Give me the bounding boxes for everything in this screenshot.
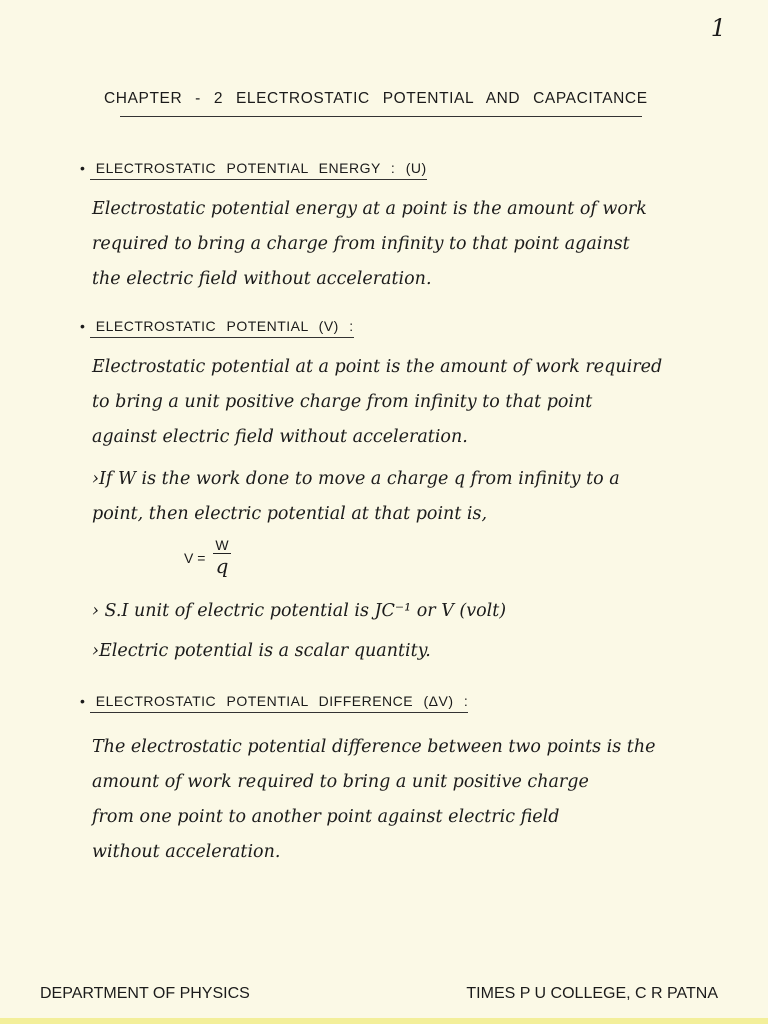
text-line: amount of work required to bring a unit positive charge	[92, 772, 589, 792]
heading-potential-difference	[80, 693, 468, 713]
heading-text: • ELECTROSTATIC POTENTIAL (V) :	[80, 318, 354, 334]
heading-underline	[90, 337, 354, 338]
text-line: from one point to another point against electric field	[92, 807, 560, 827]
text-line: required to bring a charge from infinity to that point against	[92, 234, 630, 254]
footer-college: TIMES P U COLLEGE, C R PATNA	[466, 985, 718, 1002]
paragraph-potential-energy	[92, 192, 712, 297]
heading-potential-energy	[80, 160, 427, 180]
bullet-work-done	[92, 462, 712, 532]
text-line: to bring a unit positive charge from infinity to that point	[92, 392, 593, 412]
page-edge	[0, 1018, 768, 1024]
paragraph-potential-difference	[92, 730, 712, 870]
footer-department: DEPARTMENT OF PHYSICS	[40, 985, 250, 1002]
heading-text: • ELECTROSTATIC POTENTIAL DIFFERENCE (ΔV) :	[80, 693, 469, 709]
text-line: point, then electric potential at that point is,	[92, 504, 488, 524]
title-underline	[120, 116, 642, 117]
text-line: without acceleration.	[92, 842, 281, 862]
text-line: Electrostatic potential at a point is the amount of work required	[92, 357, 663, 377]
formula-potential	[184, 537, 231, 578]
bullet-si-unit: › S.I unit of electric potential is JC⁻¹ or V (volt)	[92, 601, 507, 621]
paragraph-potential	[92, 350, 712, 455]
bullet-scalar: ›Electric potential is a scalar quantity.	[92, 641, 431, 661]
formula-lhs: V =	[184, 549, 206, 566]
fraction	[213, 537, 230, 578]
fraction-numerator: W	[215, 537, 229, 553]
text-line: The electrostatic potential difference between two points is the	[92, 737, 656, 757]
heading-underline	[90, 179, 427, 180]
text-line: Electrostatic potential energy at a point is the amount of work	[92, 199, 647, 219]
text-line: against electric field without acceleration.	[92, 427, 468, 447]
heading-text: • ELECTROSTATIC POTENTIAL ENERGY : (U)	[80, 160, 427, 176]
page-number: 1	[710, 14, 726, 42]
chapter-title: CHAPTER - 2 ELECTROSTATIC POTENTIAL AND CAPACITANCE	[104, 90, 648, 107]
heading-potential	[80, 318, 354, 338]
fraction-denominator: q	[215, 554, 229, 578]
heading-underline	[90, 712, 468, 713]
text-line: the electric field without acceleration.	[92, 269, 432, 289]
text-line: ›If W is the work done to move a charge q from infinity to a	[92, 469, 620, 489]
